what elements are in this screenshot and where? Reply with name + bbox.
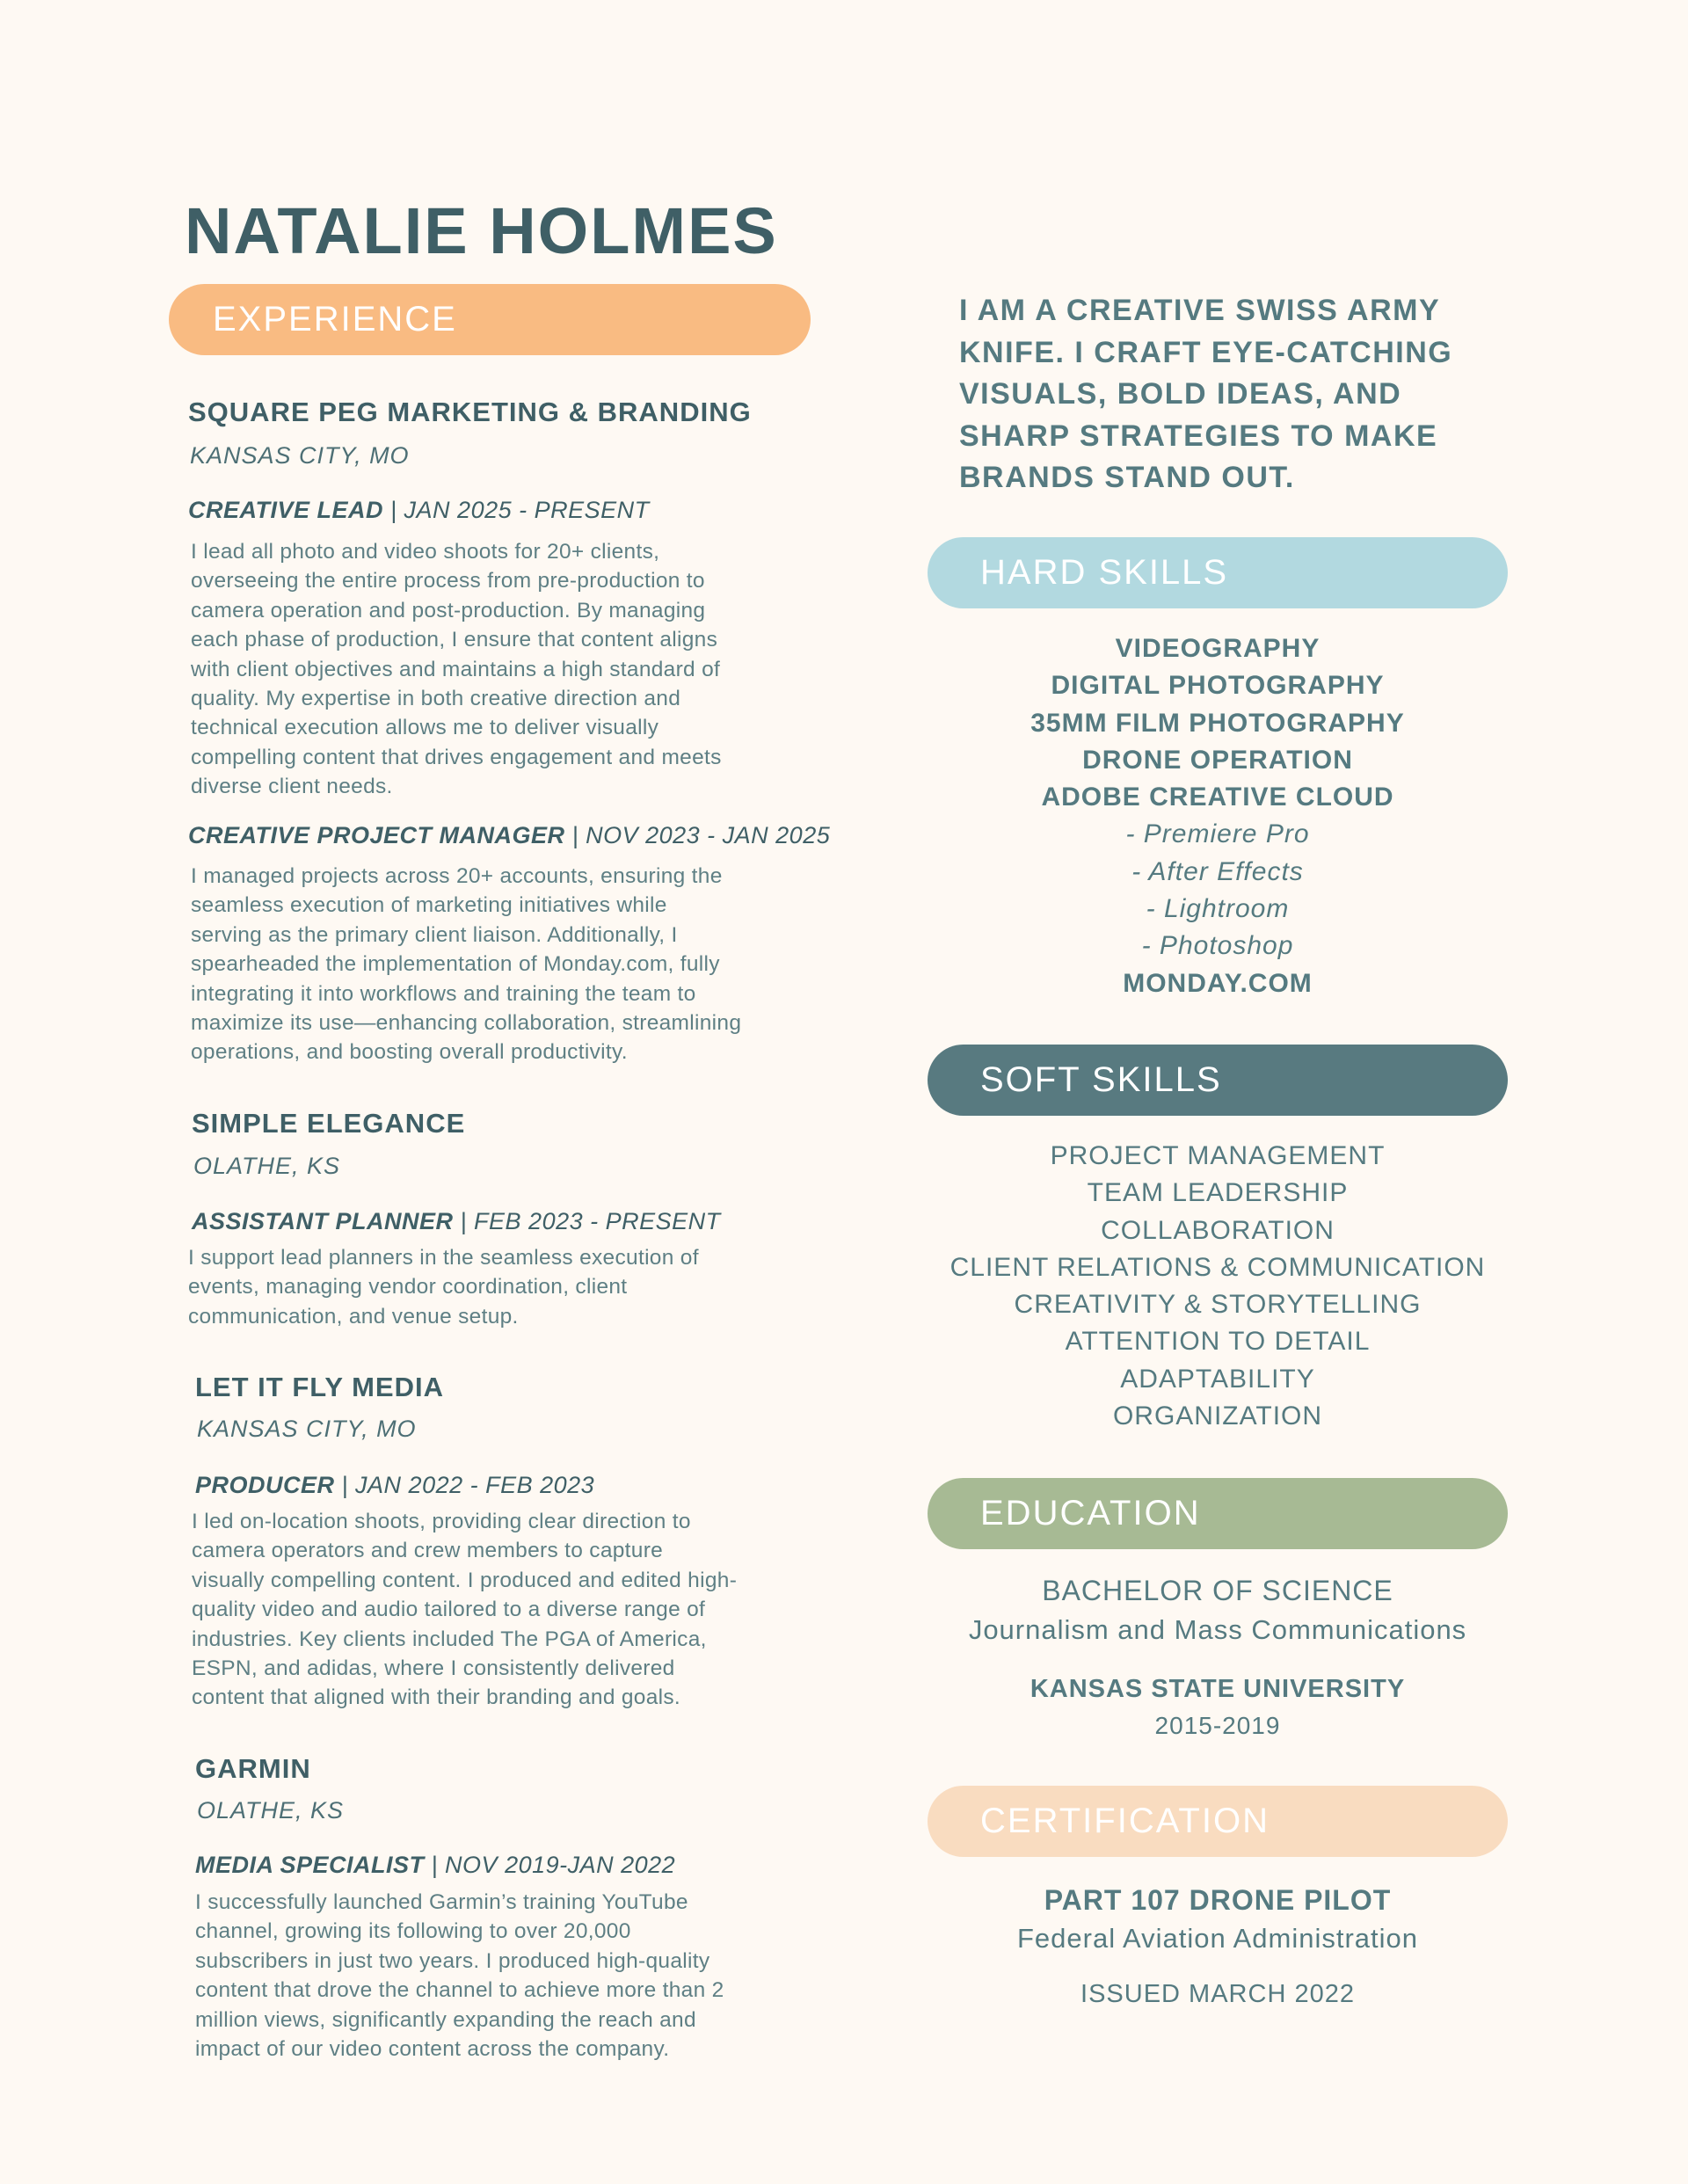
role-dates: | JAN 2022 - FEB 2023 bbox=[341, 1472, 595, 1498]
role-dates: | NOV 2023 - JAN 2025 bbox=[571, 822, 831, 848]
education-school: KANSAS STATE UNIVERSITY bbox=[1030, 1675, 1406, 1703]
skill-item: ATTENTION TO DETAIL bbox=[1065, 1327, 1371, 1357]
skill-item: CREATIVITY & STORYTELLING bbox=[1014, 1290, 1422, 1320]
certification-name: PART 107 DRONE PILOT bbox=[1044, 1884, 1392, 1916]
resume-name: NATALIE HOLMES bbox=[185, 194, 778, 267]
skill-subitem: - Premiere Pro bbox=[1125, 819, 1310, 849]
education-field: Journalism and Mass Communications bbox=[968, 1614, 1467, 1645]
role-line bbox=[188, 494, 650, 526]
role-title: PRODUCER bbox=[195, 1472, 335, 1498]
education-degree: BACHELOR OF SCIENCE bbox=[1042, 1575, 1393, 1606]
role-title: CREATIVE PROJECT MANAGER bbox=[188, 822, 565, 848]
summary-statement: I AM A CREATIVE SWISS ARMY KNIFE. I CRAFT EYE-CATCHING VISUALS, BOLD IDEAS, AND SHARP STRATEGIES TO MAKE BRANDS STAND OUT. bbox=[959, 294, 1453, 494]
skill-item: COLLABORATION bbox=[1101, 1215, 1335, 1245]
company-location: OLATHE, KS bbox=[193, 1153, 341, 1179]
soft-skills-section-header: SOFT SKILLS bbox=[928, 1045, 1508, 1116]
skill-subitem: - Lightroom bbox=[1146, 894, 1290, 924]
role-title: CREATIVE LEAD bbox=[188, 497, 384, 523]
role-description: I support lead planners in the seamless execution of events, managing vendor coordination, client communication, and venue setup. bbox=[188, 1246, 699, 1329]
role-description: I led on-location shoots, providing clear direction to camera operators and crew members to capture visually compelling content. I produced and edited high- quality video and audio tailored to a diverse range of industries. Key clients included The PGA of America, ESPN, and adidas, where I consistently delivered content that aligned with their branding and goals. bbox=[192, 1510, 738, 1710]
role-description: I successfully launched Garmin’s training YouTube channel, growing its following to over 20,000 subscribers in just two years. I produced high-quality content that drove the channel to achieve more than 2 million views, significantly expanding the reach and impact of our video content across the company. bbox=[195, 1890, 724, 2062]
role-description: I lead all photo and video shoots for 20+ clients, overseeing the entire process from pre-production to camera operation and post-production. By managing each phase of production, I ensure that content aligns with client objectives and maintains a high standard of quality. My expertise in both creative direction and technical execution allows me to deliver visually compelling content that drives engagement and meets diverse client needs. bbox=[191, 540, 722, 799]
skill-item: DIGITAL PHOTOGRAPHY bbox=[1051, 671, 1385, 701]
role-title: ASSISTANT PLANNER bbox=[192, 1208, 454, 1234]
certification-issuer: Federal Aviation Administration bbox=[1016, 1923, 1419, 1954]
experience-section-header: EXPERIENCE bbox=[169, 284, 811, 355]
role-line bbox=[188, 819, 830, 851]
role-dates: | NOV 2019-JAN 2022 bbox=[431, 1852, 676, 1878]
company-name: LET IT FLY MEDIA bbox=[195, 1372, 444, 1402]
soft-skills-list bbox=[910, 1138, 1525, 1435]
company-location: KANSAS CITY, MO bbox=[197, 1416, 417, 1442]
role-line bbox=[192, 1205, 721, 1237]
skill-item: ADAPTABILITY bbox=[1120, 1364, 1315, 1394]
role-line bbox=[195, 1849, 675, 1881]
skill-item: 35MM FILM PHOTOGRAPHY bbox=[1030, 708, 1405, 738]
role-dates: | FEB 2023 - PRESENT bbox=[460, 1208, 721, 1234]
skill-item: MONDAY.COM bbox=[1123, 968, 1313, 998]
company-name: SQUARE PEG MARKETING & BRANDING bbox=[188, 397, 752, 427]
skill-item: VIDEOGRAPHY bbox=[1115, 634, 1321, 663]
certification-issued-date: ISSUED MARCH 2022 bbox=[1080, 1980, 1355, 2008]
skill-item: ADOBE CREATIVE CLOUD bbox=[1041, 783, 1394, 812]
education-section-header: EDUCATION bbox=[928, 1478, 1508, 1549]
skill-subitem: - Photoshop bbox=[1141, 931, 1294, 961]
company-name: GARMIN bbox=[195, 1753, 311, 1784]
role-description: I managed projects across 20+ accounts, ensuring the seamless execution of marketing initiatives while serving as the primary client liaison. Additionally, I spearheaded the implementation of Monday.com, fully integrating it into workflows and training the team to maximize its use—enhancing collaboration, streamlining operations, and boosting overall productivity. bbox=[191, 864, 742, 1065]
education-years: 2015-2019 bbox=[1154, 1712, 1281, 1739]
hard-skills-section-header: HARD SKILLS bbox=[928, 537, 1508, 608]
hard-skills-list bbox=[910, 630, 1525, 1002]
skill-item: ORGANIZATION bbox=[1112, 1401, 1323, 1431]
company-name: SIMPLE ELEGANCE bbox=[192, 1108, 466, 1139]
role-dates: | JAN 2025 - PRESENT bbox=[390, 497, 650, 523]
certification-section-header: CERTIFICATION bbox=[928, 1786, 1508, 1857]
skill-subitem: - After Effects bbox=[1131, 856, 1304, 886]
company-location: OLATHE, KS bbox=[197, 1797, 345, 1824]
role-line bbox=[195, 1469, 594, 1501]
company-location: KANSAS CITY, MO bbox=[190, 442, 410, 469]
skill-item: TEAM LEADERSHIP bbox=[1087, 1178, 1349, 1208]
skill-item: PROJECT MANAGEMENT bbox=[1050, 1141, 1386, 1170]
role-title: MEDIA SPECIALIST bbox=[195, 1852, 425, 1878]
skill-item: DRONE OPERATION bbox=[1082, 745, 1353, 775]
skill-item: CLIENT RELATIONS & COMMUNICATION bbox=[950, 1252, 1486, 1282]
